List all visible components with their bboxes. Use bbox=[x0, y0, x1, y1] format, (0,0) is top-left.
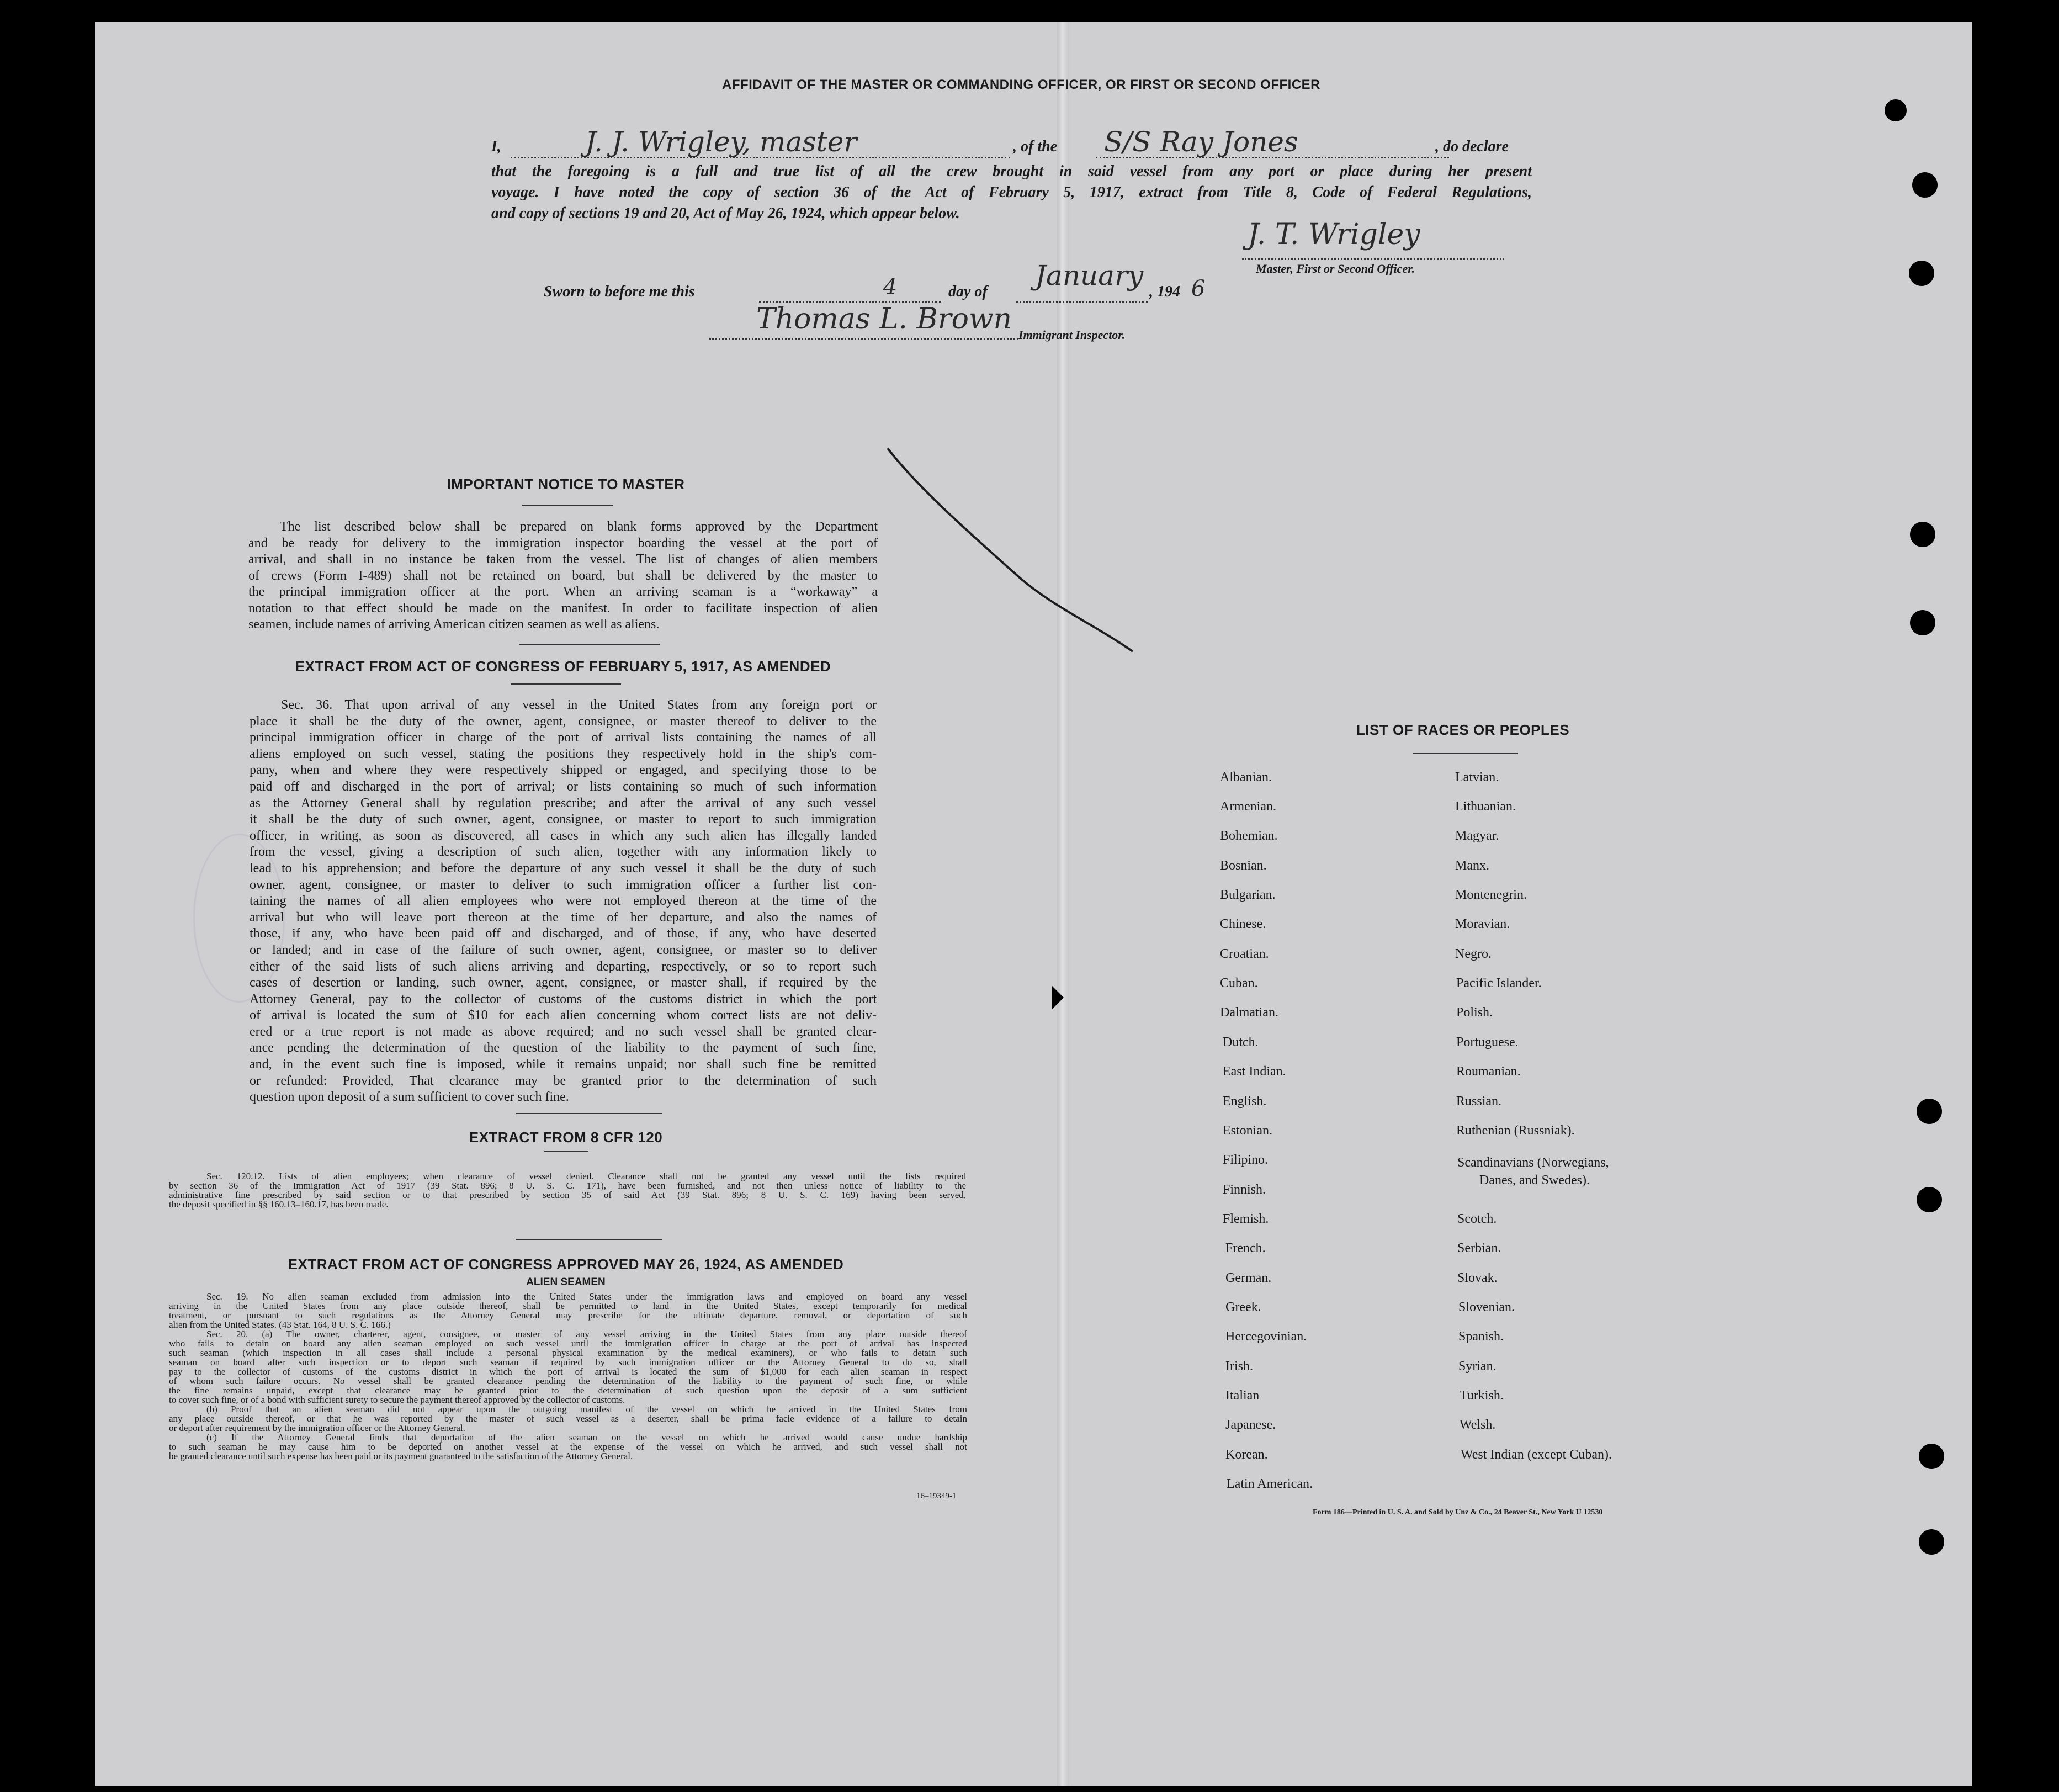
race-left: German. bbox=[1225, 1271, 1272, 1285]
race-right: Syrian. bbox=[1458, 1359, 1497, 1374]
race-right: Latvian. bbox=[1455, 770, 1499, 784]
race-left: Japanese. bbox=[1225, 1418, 1276, 1432]
punch-hole bbox=[1909, 261, 1934, 286]
of-the-label: , of the bbox=[1013, 138, 1058, 155]
cfr-line: Sec. 120.12. Lists of alien employees; when clearance of vessel denied. Clearance shall not be granted any vessel until the lists required bbox=[206, 1171, 966, 1181]
master-signature[interactable]: J. T. Wrigley bbox=[1248, 218, 1420, 251]
section-line: of whom such failure occurs. No vessel shall be granted clearance pending the determination of the liability to the payment of such fine, or while bbox=[169, 1376, 967, 1386]
section-line: of arrival is located the sum of $10 for each alien concerning whom correct lists are not deliv- bbox=[250, 1008, 877, 1023]
section-line: owner, agent, consignee, or master to deliver to such immigration officer a further list con- bbox=[250, 877, 877, 892]
punch-hole bbox=[1919, 1444, 1944, 1469]
section-line: alien from the United States. (43 Stat. 164, 8 U. S. C. 166.) bbox=[169, 1319, 391, 1330]
year-prefix: , 194 bbox=[1149, 283, 1180, 300]
sworn-label: Sworn to before me this bbox=[544, 283, 695, 300]
race-left: Bulgarian. bbox=[1220, 888, 1276, 902]
divider bbox=[516, 1113, 662, 1114]
race-right: Scandinavians (Norwegians, bbox=[1457, 1155, 1609, 1170]
affidavit-title: AFFIDAVIT OF THE MASTER OR COMMANDING OFFICER, OR FIRST OR SECOND OFFICER bbox=[721, 77, 1321, 92]
section-line: or refunded: Provided, That clearance may be granted prior to the determination of such bbox=[250, 1073, 877, 1088]
section-line: such seaman (which inspection in all cases shall include a personal physical examination by the medical examiners), or who fails to detain such bbox=[169, 1348, 967, 1358]
notice-line: The list described below shall be prepared on blank forms approved by the Department bbox=[280, 519, 878, 534]
section-line: aliens employed on such vessel, stating the positions they respectively hold in the ship's com- bbox=[250, 746, 877, 761]
punch-hole bbox=[1919, 1529, 1944, 1555]
punch-hole bbox=[1912, 172, 1938, 198]
race-left: Albanian. bbox=[1220, 770, 1272, 784]
signature-line bbox=[1242, 258, 1504, 260]
notice-line: notation to that effect should be made on the manifest. In order to facilitate inspection of alien bbox=[248, 601, 878, 616]
affidavit-text-line: and copy of sections 19 and 20, Act of May 26, 1924, which appear below. bbox=[491, 205, 960, 222]
section-line: arrival but who will leave port thereon at the time of her departure, and also the names of bbox=[250, 910, 877, 925]
affidavit-text-line: that the foregoing is a full and true list of all the crew brought in said vessel from any port or place during her present bbox=[491, 163, 1532, 180]
cfr-line: the deposit specified in §§ 160.13–160.17, has been made. bbox=[169, 1199, 389, 1210]
month-field[interactable]: January bbox=[1035, 259, 1144, 291]
race-left: Hercegovinian. bbox=[1225, 1329, 1307, 1344]
section-line: paid off and discharged in the port of arrival; or lists containing so much of such information bbox=[250, 779, 877, 794]
divider bbox=[522, 505, 613, 506]
punch-hole bbox=[1917, 1099, 1942, 1124]
race-left: Dalmatian. bbox=[1220, 1005, 1278, 1020]
race-right: Welsh. bbox=[1460, 1418, 1496, 1432]
section-line: seaman on board after such inspection or to deport such seaman if required by such immigration officer or the Attorney General to do so, shall bbox=[169, 1357, 967, 1367]
inspector-signature[interactable]: Thomas L. Brown bbox=[756, 303, 1012, 336]
race-left: Bosnian. bbox=[1220, 858, 1267, 873]
cfr-heading: EXTRACT FROM 8 CFR 120 bbox=[469, 1129, 663, 1146]
section-line: ered or a true report is not made as above required; and no such vessel shall be granted clear- bbox=[250, 1024, 877, 1039]
section-line: lead to his apprehension; and before the departure of any such vessel it shall be the duty of such bbox=[250, 861, 877, 876]
section-line: any place outside thereof, or that he was reported by the master of such vessel as a deserter, shall be prima facie evidence of a failure to detain bbox=[169, 1413, 967, 1424]
section-line: principal immigration officer in charge of the port of arrival lists containing the names of all bbox=[250, 730, 877, 745]
section-19-20-text bbox=[169, 1292, 967, 1461]
year-field[interactable]: 6 bbox=[1191, 276, 1206, 301]
page-notch bbox=[1052, 985, 1064, 1010]
section-line: and, in the event such fine is imposed, while it remains unpaid; nor shall such fine be remitted bbox=[250, 1057, 877, 1072]
race-right: Serbian. bbox=[1457, 1241, 1501, 1255]
extract-1924-heading: EXTRACT FROM ACT OF CONGRESS APPROVED MAY 26, 1924, AS AMENDED bbox=[288, 1256, 844, 1273]
race-left: French. bbox=[1225, 1241, 1266, 1255]
race-left: East Indian. bbox=[1223, 1064, 1286, 1079]
race-right: Manx. bbox=[1455, 858, 1489, 873]
section-line: pany, when and where they were respectively shipped or engaged, and specifying those to be bbox=[250, 763, 877, 778]
pen-stroke bbox=[883, 442, 1143, 657]
race-right: Turkish. bbox=[1460, 1388, 1504, 1403]
divider bbox=[511, 683, 621, 685]
form-code: 16–19349-1 bbox=[916, 1492, 957, 1501]
race-right: Roumanian. bbox=[1456, 1064, 1521, 1079]
race-left: Italian bbox=[1225, 1388, 1260, 1403]
section-line: be granted clearance until such expense has been paid or its payment guaranteed to the satisfaction of the Attorney General. bbox=[169, 1451, 633, 1461]
race-right: Magyar. bbox=[1455, 829, 1499, 843]
section-line: as the Attorney General shall by regulation prescribe; and after the arrival of any such vessel bbox=[250, 796, 877, 810]
race-left: Irish. bbox=[1225, 1359, 1253, 1374]
notice-line: and be ready for delivery to the immigration inspector boarding the vessel at the port of bbox=[248, 536, 878, 550]
race-right: Polish. bbox=[1456, 1005, 1493, 1020]
section-line: cases of desertion or landing, such owner, agent, consignee, or master shall, if required by the bbox=[250, 975, 877, 990]
notice-line: arrival, and shall in no instance be taken from the vessel. The list of changes of alien members bbox=[248, 552, 878, 566]
race-right: Pacific Islander. bbox=[1456, 976, 1542, 990]
section-line: treatment, or pursuant to such regulations as the Attorney General may prescribe for the ultimate departure, removal, or deportation of such bbox=[169, 1310, 967, 1321]
section-line: Sec. 36. That upon arrival of any vessel in the United States from any foreign port or bbox=[281, 698, 877, 712]
race-left: Cuban. bbox=[1220, 976, 1258, 990]
race-right: Russian. bbox=[1456, 1094, 1502, 1109]
vessel-name-field[interactable]: S/S Ray Jones bbox=[1104, 126, 1298, 158]
section-line: (c) If the Attorney General finds that deportation of the alien seaman on the vessel on which he arrived would cause undue hardship bbox=[206, 1432, 967, 1443]
race-right: Slovak. bbox=[1457, 1271, 1498, 1285]
race-right: Slovenian. bbox=[1458, 1300, 1515, 1314]
section-line: it shall be the duty of such owner, agent, consignee, or master to report to such immigration bbox=[250, 812, 877, 827]
master-name-field[interactable]: J. J. Wrigley, master bbox=[585, 126, 857, 158]
race-right: Negro. bbox=[1455, 947, 1492, 961]
section-line: to such seaman he may cause him to be deported on another vessel at the expense of the vessel on which he arrived, and such vessel shall not bbox=[169, 1441, 967, 1452]
section-line: taining the names of all alien employees who were not employed thereon at the time of the bbox=[250, 894, 877, 909]
race-left: Korean. bbox=[1225, 1448, 1268, 1462]
section-line: from the vessel, giving a description of such alien, together with any information likely to bbox=[250, 845, 877, 860]
cfr-text bbox=[169, 1171, 966, 1209]
section-line: pay to the collector of customs of the customs district in which the port of arrival is located the sum of $1,000 for each alien seaman in respect bbox=[169, 1366, 967, 1377]
race-left: Finnish. bbox=[1223, 1183, 1266, 1197]
section-line: who fails to detain on board any alien seaman employed on such vessel until the immigration officer in charge at the port of arrival has inspected bbox=[169, 1338, 967, 1349]
race-left: Croatian. bbox=[1220, 947, 1269, 961]
section-line: or landed; and in case of the failure of such owner, agent, consignee, or master so to deliver bbox=[250, 942, 877, 957]
race-right: Danes, and Swedes). bbox=[1479, 1173, 1590, 1187]
race-left: Latin American. bbox=[1227, 1477, 1313, 1491]
cfr-line: by section 36 of the Immigration Act of 1917 (39 Stat. 896; 8 U. S. C. 171), have been furnished, and not then unless notice of liability to the bbox=[169, 1180, 966, 1191]
signature-caption: Master, First or Second Officer. bbox=[1256, 262, 1415, 275]
punch-hole bbox=[1885, 99, 1907, 121]
section-line: (b) Proof that an alien seaman did not appear upon the outgoing manifest of the vessel on which he arrived in the United States from bbox=[206, 1404, 967, 1414]
extract-1917-heading: EXTRACT FROM ACT OF CONGRESS OF FEBRUARY 5, 1917, AS AMENDED bbox=[295, 658, 831, 675]
punch-hole bbox=[1910, 610, 1935, 635]
section-line: officer, in writing, as soon as discovered, all cases in which any such alien has illegally landed bbox=[250, 828, 877, 843]
section-36-text bbox=[250, 697, 877, 1106]
divider bbox=[519, 644, 660, 645]
inspector-caption: Immigrant Inspector. bbox=[1018, 328, 1126, 342]
section-line: ance pending the determination of the question of the liability to the payment of such fine, bbox=[250, 1041, 877, 1056]
race-right: West Indian (except Cuban). bbox=[1461, 1448, 1612, 1462]
race-left: English. bbox=[1223, 1094, 1267, 1109]
section-line: question upon deposit of a sum sufficient to cover such fine. bbox=[250, 1090, 569, 1105]
section-line: the fine remains unpaid, except that clearance may be granted prior to the determination of such question upon the deposit of a sum sufficient bbox=[169, 1385, 967, 1396]
section-line: either of the said lists of such aliens arriving and departing, respectively, or so to report such bbox=[250, 959, 877, 974]
race-right: Portuguese. bbox=[1456, 1035, 1519, 1049]
section-line: Sec. 20. (a) The owner, charterer, agent, consignee, or master of any vessel arriving in the United States from any place outside thereof bbox=[206, 1329, 967, 1339]
race-right: Moravian. bbox=[1455, 917, 1510, 931]
section-line: place it shall be the duty of the owner, agent, consignee, or master thereof to deliver to the bbox=[250, 714, 877, 729]
punch-hole bbox=[1917, 1187, 1942, 1212]
notice-heading: IMPORTANT NOTICE TO MASTER bbox=[447, 476, 685, 492]
section-line: arriving in the United States from any place outside thereof, shall be permitted to land in the United States, except temporarily for medical bbox=[169, 1301, 967, 1311]
divider bbox=[516, 1239, 662, 1240]
punch-hole bbox=[1910, 522, 1935, 547]
month-line bbox=[1016, 301, 1148, 303]
race-left: Greek. bbox=[1225, 1300, 1261, 1314]
extract-1924-subheading: ALIEN SEAMEN bbox=[526, 1276, 606, 1288]
race-left: Chinese. bbox=[1220, 917, 1266, 931]
race-left: Dutch. bbox=[1223, 1035, 1259, 1049]
section-line: or deport after requirement by the immigration officer or the Attorney General. bbox=[169, 1423, 465, 1433]
race-left: Bohemian. bbox=[1220, 829, 1278, 843]
cfr-line: administrative fine prescribed by said section or to that prescribed by section 35 of said Act (39 Stat. 896; 8 U. S. C. 169) having been served, bbox=[169, 1190, 966, 1200]
race-left: Estonian. bbox=[1223, 1123, 1272, 1138]
inspector-line bbox=[709, 338, 1018, 340]
day-field[interactable]: 4 bbox=[883, 274, 898, 300]
race-right: Scotch. bbox=[1457, 1212, 1497, 1226]
race-right: Montenegrin. bbox=[1455, 888, 1527, 902]
printer-imprint: Form 186—Printed in U. S. A. and Sold by Unz & Co., 24 Beaver St., New York U 12530 bbox=[1313, 1508, 1603, 1517]
race-left: Filipino. bbox=[1223, 1153, 1269, 1167]
notice-body bbox=[248, 519, 878, 633]
section-line: Sec. 19. No alien seaman excluded from admission into the United States under the immigration laws and employed on board any vessel bbox=[206, 1291, 967, 1302]
notice-line: of crews (Form I-489) shall not be retained on board, but shall be delivered by the master to bbox=[248, 568, 878, 583]
race-right: Spanish. bbox=[1458, 1329, 1504, 1344]
race-left: Armenian. bbox=[1220, 799, 1276, 814]
race-right: Ruthenian (Russniak). bbox=[1456, 1123, 1575, 1138]
divider bbox=[544, 1151, 588, 1152]
section-line: those, if any, who have been paid off and discharged, and of those, if any, who have deserted bbox=[250, 926, 877, 941]
section-line: Attorney General, pay to the collector of customs of the customs district in which the port bbox=[250, 992, 877, 1006]
divider bbox=[1413, 753, 1518, 754]
do-declare-label: , do declare bbox=[1435, 138, 1509, 155]
day-of-label: day of bbox=[948, 283, 988, 300]
affidavit-i: I, bbox=[491, 138, 501, 155]
notice-line: the principal immigration officer at the port. When an arriving seaman is a “workaway” a bbox=[248, 585, 878, 599]
races-heading: LIST OF RACES OR PEOPLES bbox=[1356, 722, 1570, 738]
section-line: to cover such fine, or of a bond with sufficient surety to secure the payment thereof approved by the collector of customs. bbox=[169, 1395, 625, 1405]
race-left: Flemish. bbox=[1223, 1212, 1269, 1226]
notice-line: seamen, include names of arriving American citizen seamen as well as aliens. bbox=[248, 617, 660, 632]
affidavit-text-line: voyage. I have noted the copy of section 36 of the Act of February 5, 1917, extract from Title 8, Code of Federal Regulations, bbox=[491, 184, 1532, 201]
race-right: Lithuanian. bbox=[1455, 799, 1516, 814]
